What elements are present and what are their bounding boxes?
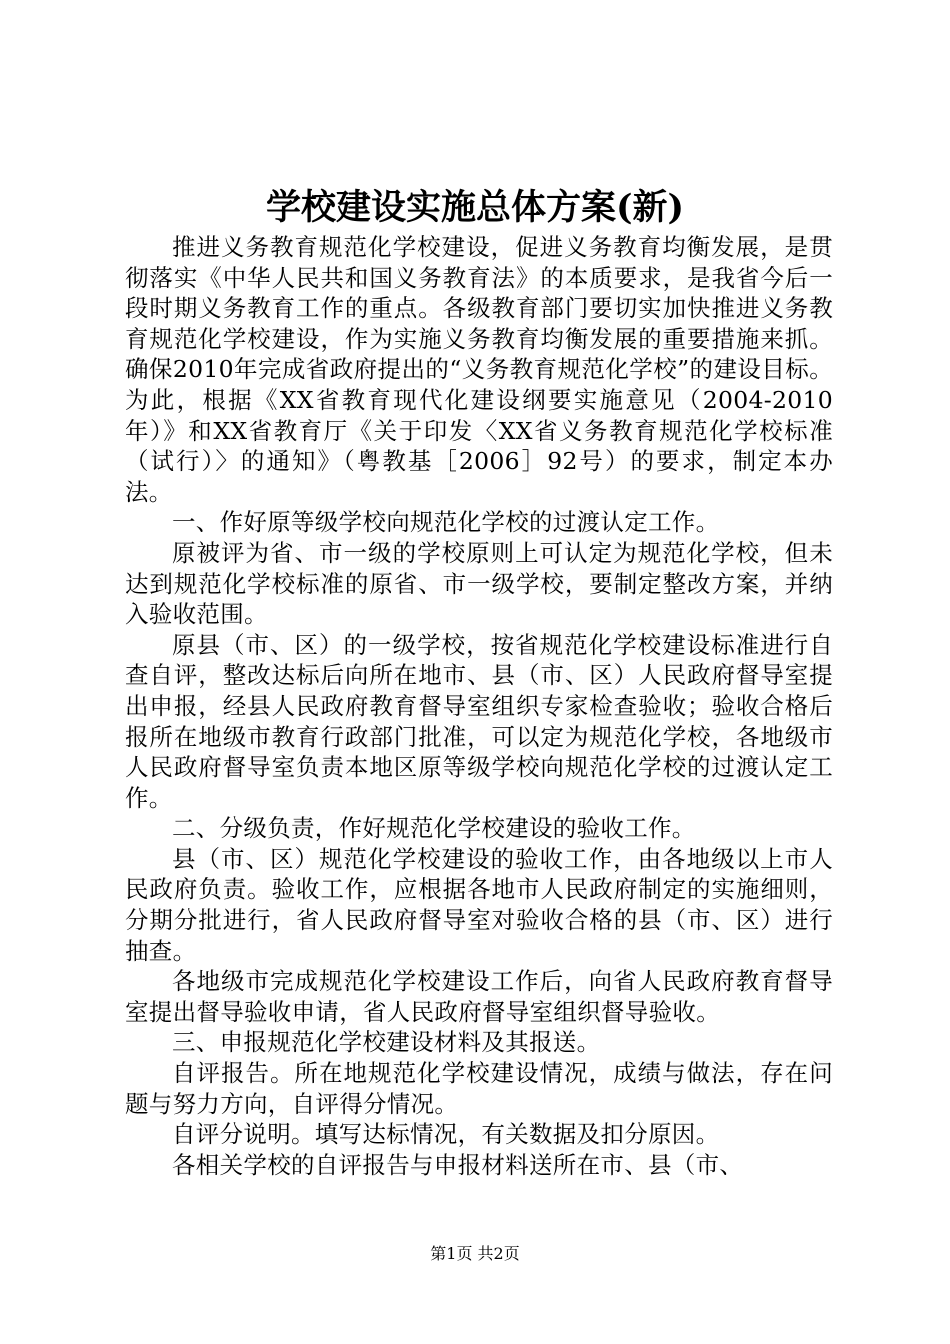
document-body bbox=[125, 232, 833, 1180]
paragraph: 各地级市完成规范化学校建设工作后，向省人民政府教育督导室提出督导验收申请，省人民政府督导室组织督导验收。 bbox=[125, 967, 833, 1026]
paragraph: 原被评为省、市一级的学校原则上可认定为规范化学校，但未达到规范化学校标准的原省、市一级学校，要制定整改方案，并纳入验收范围。 bbox=[125, 538, 833, 629]
paragraph: 县（市、区）规范化学校建设的验收工作，由各地级以上市人民政府负责。验收工作，应根据各地市人民政府制定的实施细则，分期分批进行，省人民政府督导室对验收合格的县（市、区）进行抽查。 bbox=[125, 844, 833, 965]
paragraph: 各相关学校的自评报告与申报材料送所在市、县（市、 bbox=[172, 1150, 744, 1179]
section-heading-2: 二、分级负责，作好规范化学校建设的验收工作。 bbox=[172, 814, 696, 843]
page-number-footer: 第1页 共2页 bbox=[430, 1244, 520, 1263]
section-heading-3: 三、申报规范化学校建设材料及其报送。 bbox=[172, 1028, 601, 1057]
paragraph-intro: 推进义务教育规范化学校建设，促进义务教育均衡发展，是贯彻落实《中华人民共和国义务教育法》的本质要求，是我省今后一段时期义务教育工作的重点。各级教育部门要切实加快推进义务教育规范化学校建设，作为实施义务教育均衡发展的重要措施来抓。确保2010年完成省政府提出的“义务教育规范化学校”的建设目标。为此，根据《XX省教育现代化建设纲要实施意见（2004-2010年）》和XX省教育厅《关于印发〈XX省义务教育规范化学校标准（试行）〉的通知》（粤教基［2006］92号）的要求，制定本办法。 bbox=[125, 233, 833, 506]
document-title: 学校建设实施总体方案(新) bbox=[265, 187, 685, 228]
section-heading-1: 一、作好原等级学校向规范化学校的过渡认定工作。 bbox=[172, 508, 720, 537]
paragraph: 自评报告。所在地规范化学校建设情况，成绩与做法，存在问题与努力方向，自评得分情况。 bbox=[125, 1059, 833, 1118]
paragraph: 自评分说明。填写达标情况，有关数据及扣分原因。 bbox=[172, 1120, 720, 1149]
paragraph: 原县（市、区）的一级学校，按省规范化学校建设标准进行自查自评，整改达标后向所在地市、县（市、区）人民政府督导室提出申报，经县人民政府教育督导室组织专家检查验收；验收合格后报所在地级市教育行政部门批准，可以定为规范化学校，各地级市人民政府督导室负责本地区原等级学校向规范化学校的过渡认定工作。 bbox=[125, 630, 833, 812]
